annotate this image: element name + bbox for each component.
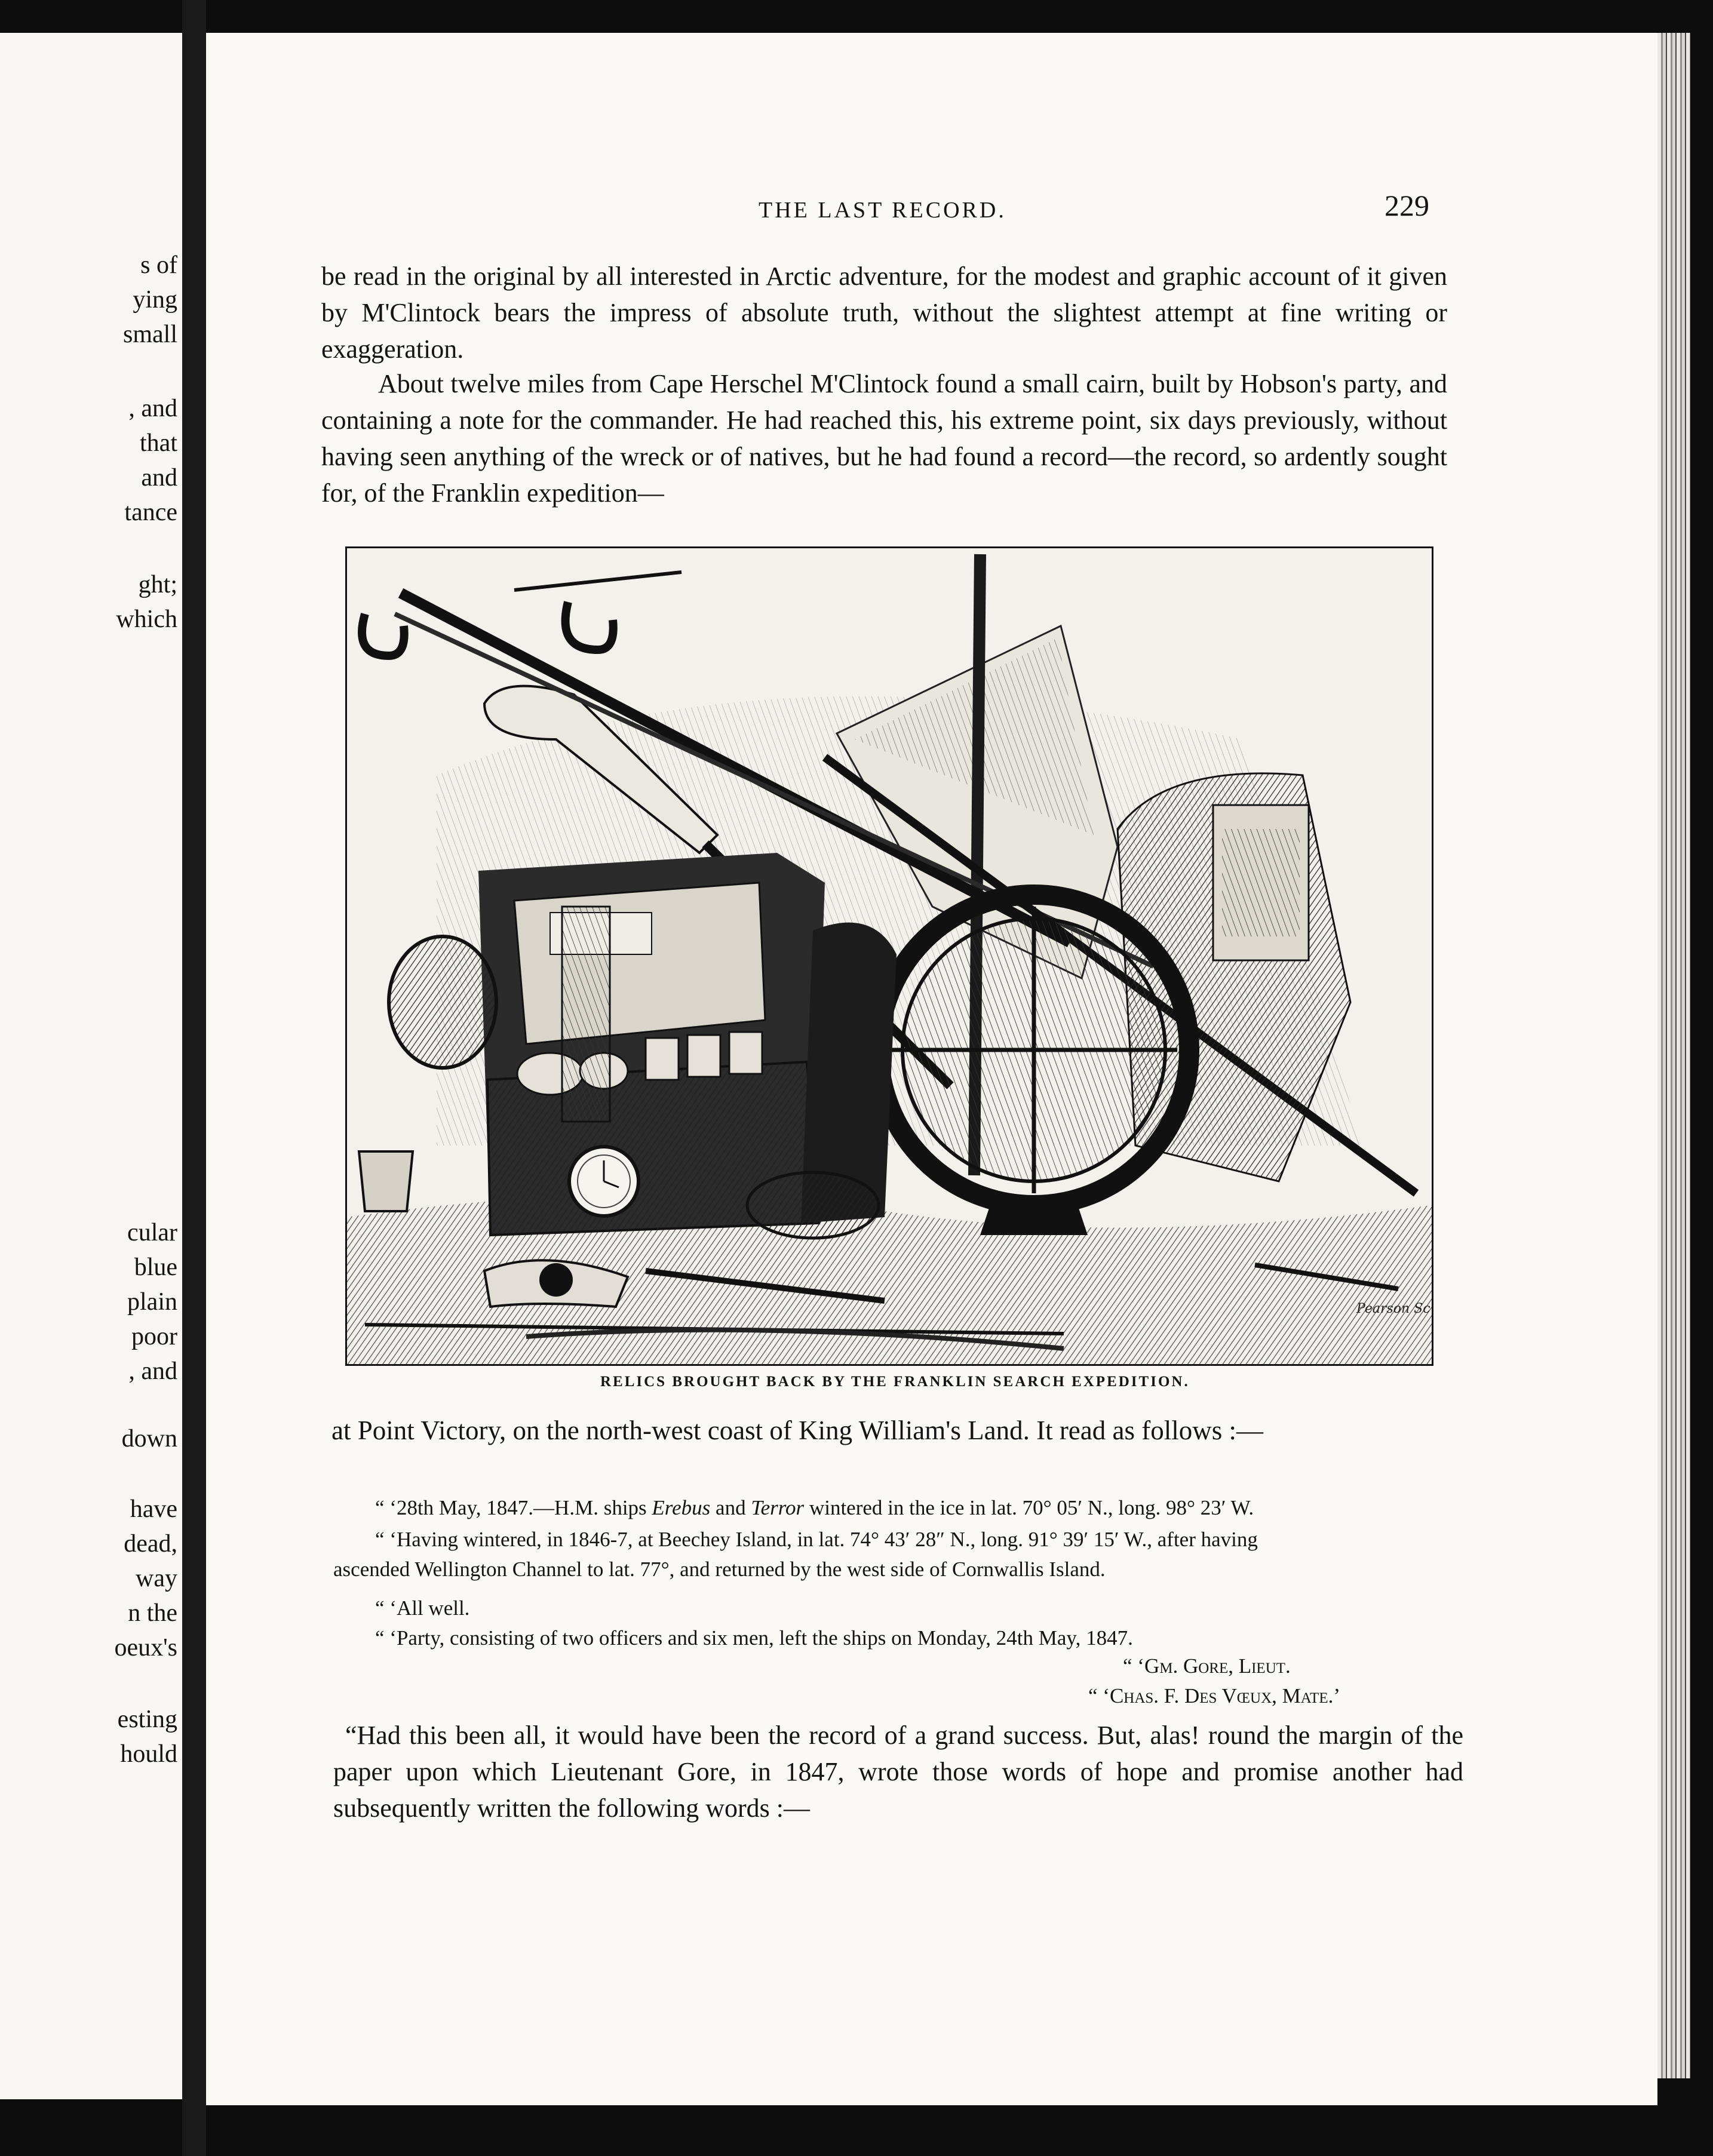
facing-page-fragment: ght; [138, 571, 177, 598]
facing-page-fragment: and [141, 464, 177, 492]
record-line-4: “ ‘Party, consisting of two officers and six men, left the ships on Monday, 24th May, 1847. [375, 1626, 1133, 1650]
facing-page-fragment: poor [131, 1323, 177, 1350]
facing-page-fragment: tance [124, 499, 177, 526]
running-title: THE LAST RECORD. [759, 198, 1006, 223]
record-signature-des-voeux: “ ‘Chas. F. Des Vœux, Mate.’ [1088, 1684, 1340, 1707]
record-signature-gore: “ ‘Gm. Gore, Lieut. [1123, 1654, 1291, 1678]
facing-page-fragment: hould [120, 1740, 177, 1768]
facing-page-fragment: , and [128, 395, 177, 422]
engraving-illustration [345, 546, 1433, 1366]
paragraph-1: be read in the original by all interested in Arctic adventure, for the modest and graphic account of it given by M'Clintock bears the impress of absolute truth, without the slightest attempt at fine writing or exaggeration. [321, 262, 1447, 364]
record-line-3: “ ‘All well. [375, 1596, 470, 1620]
paragraph-2: About twelve miles from Cape Herschel M'Clintock found a small cairn, built by Hobson's party, and containing a note for the commander. He had reached this, his extreme point, six days previously, without having seen anything of the wreck or of natives, but he had found a record—the record, so ardently sought for, of the Franklin expedition— [321, 369, 1447, 508]
record-ships-intro: —H.M. ships [533, 1496, 647, 1519]
record-line-1 [375, 1493, 1462, 1523]
paragraph-3: at Point Victory, on the north-west coast of King William's Land. It read as follows :— [331, 1415, 1263, 1445]
relics-engraving [347, 548, 1432, 1364]
facing-page-fragment: cular [127, 1219, 177, 1246]
engraver-signature: Pearson Sc [1356, 1301, 1430, 1316]
record-line-2: “ ‘Having wintered, in 1846-7, at Beechey Island, in lat. 74° 43′ 28″ N., long. 91° 39′ 15′ W., after having [375, 1528, 1258, 1551]
record-date: “ ‘28th May, 1847. [375, 1496, 534, 1519]
page-stack-edge [1657, 33, 1690, 2078]
facing-page-fragment: dead, [124, 1530, 177, 1558]
ship-erebus: Erebus [652, 1496, 711, 1519]
facing-page-fragment: ying [133, 286, 177, 314]
facing-page-fragment: blue [134, 1254, 177, 1281]
facing-page-fragment: s of [140, 251, 177, 279]
facing-page-fragment: esting [117, 1706, 177, 1733]
facing-page-fragment: that [140, 429, 177, 457]
figure-caption: RELICS BROUGHT BACK BY THE FRANKLIN SEARCH EXPEDITION. [600, 1374, 1190, 1390]
facing-page-left [0, 33, 182, 2099]
page-number: 229 [1384, 189, 1429, 222]
facing-page-fragment: plain [127, 1288, 177, 1316]
record-and: and [716, 1496, 746, 1519]
record-line-2-continued: ascended Wellington Channel to lat. 77°, and returned by the west side of Cornwallis Island. [333, 1558, 1106, 1581]
record-line-1-end: wintered in the ice in lat. 70° 05′ N., long. 98° 23′ W. [809, 1496, 1254, 1519]
facing-page-fragment: , and [128, 1358, 177, 1385]
facing-page-fragment: down [121, 1425, 177, 1452]
facing-page-fragment: which [116, 606, 177, 633]
book-spine [182, 0, 206, 2156]
facing-page-fragment: n the [128, 1599, 177, 1627]
ship-terror: Terror [751, 1496, 805, 1519]
facing-page-fragment: have [130, 1495, 177, 1523]
facing-page-fragment: way [136, 1565, 177, 1592]
facing-page-fragment: small [123, 321, 177, 348]
facing-page-fragment: oeux's [114, 1634, 177, 1661]
paragraph-4: “Had this been all, it would have been the record of a grand success. But, alas! round the margin of the paper upon which Lieutenant Gore, in 1847, wrote those words of hope and promise another had subsequently written the following words :— [333, 1721, 1463, 1823]
